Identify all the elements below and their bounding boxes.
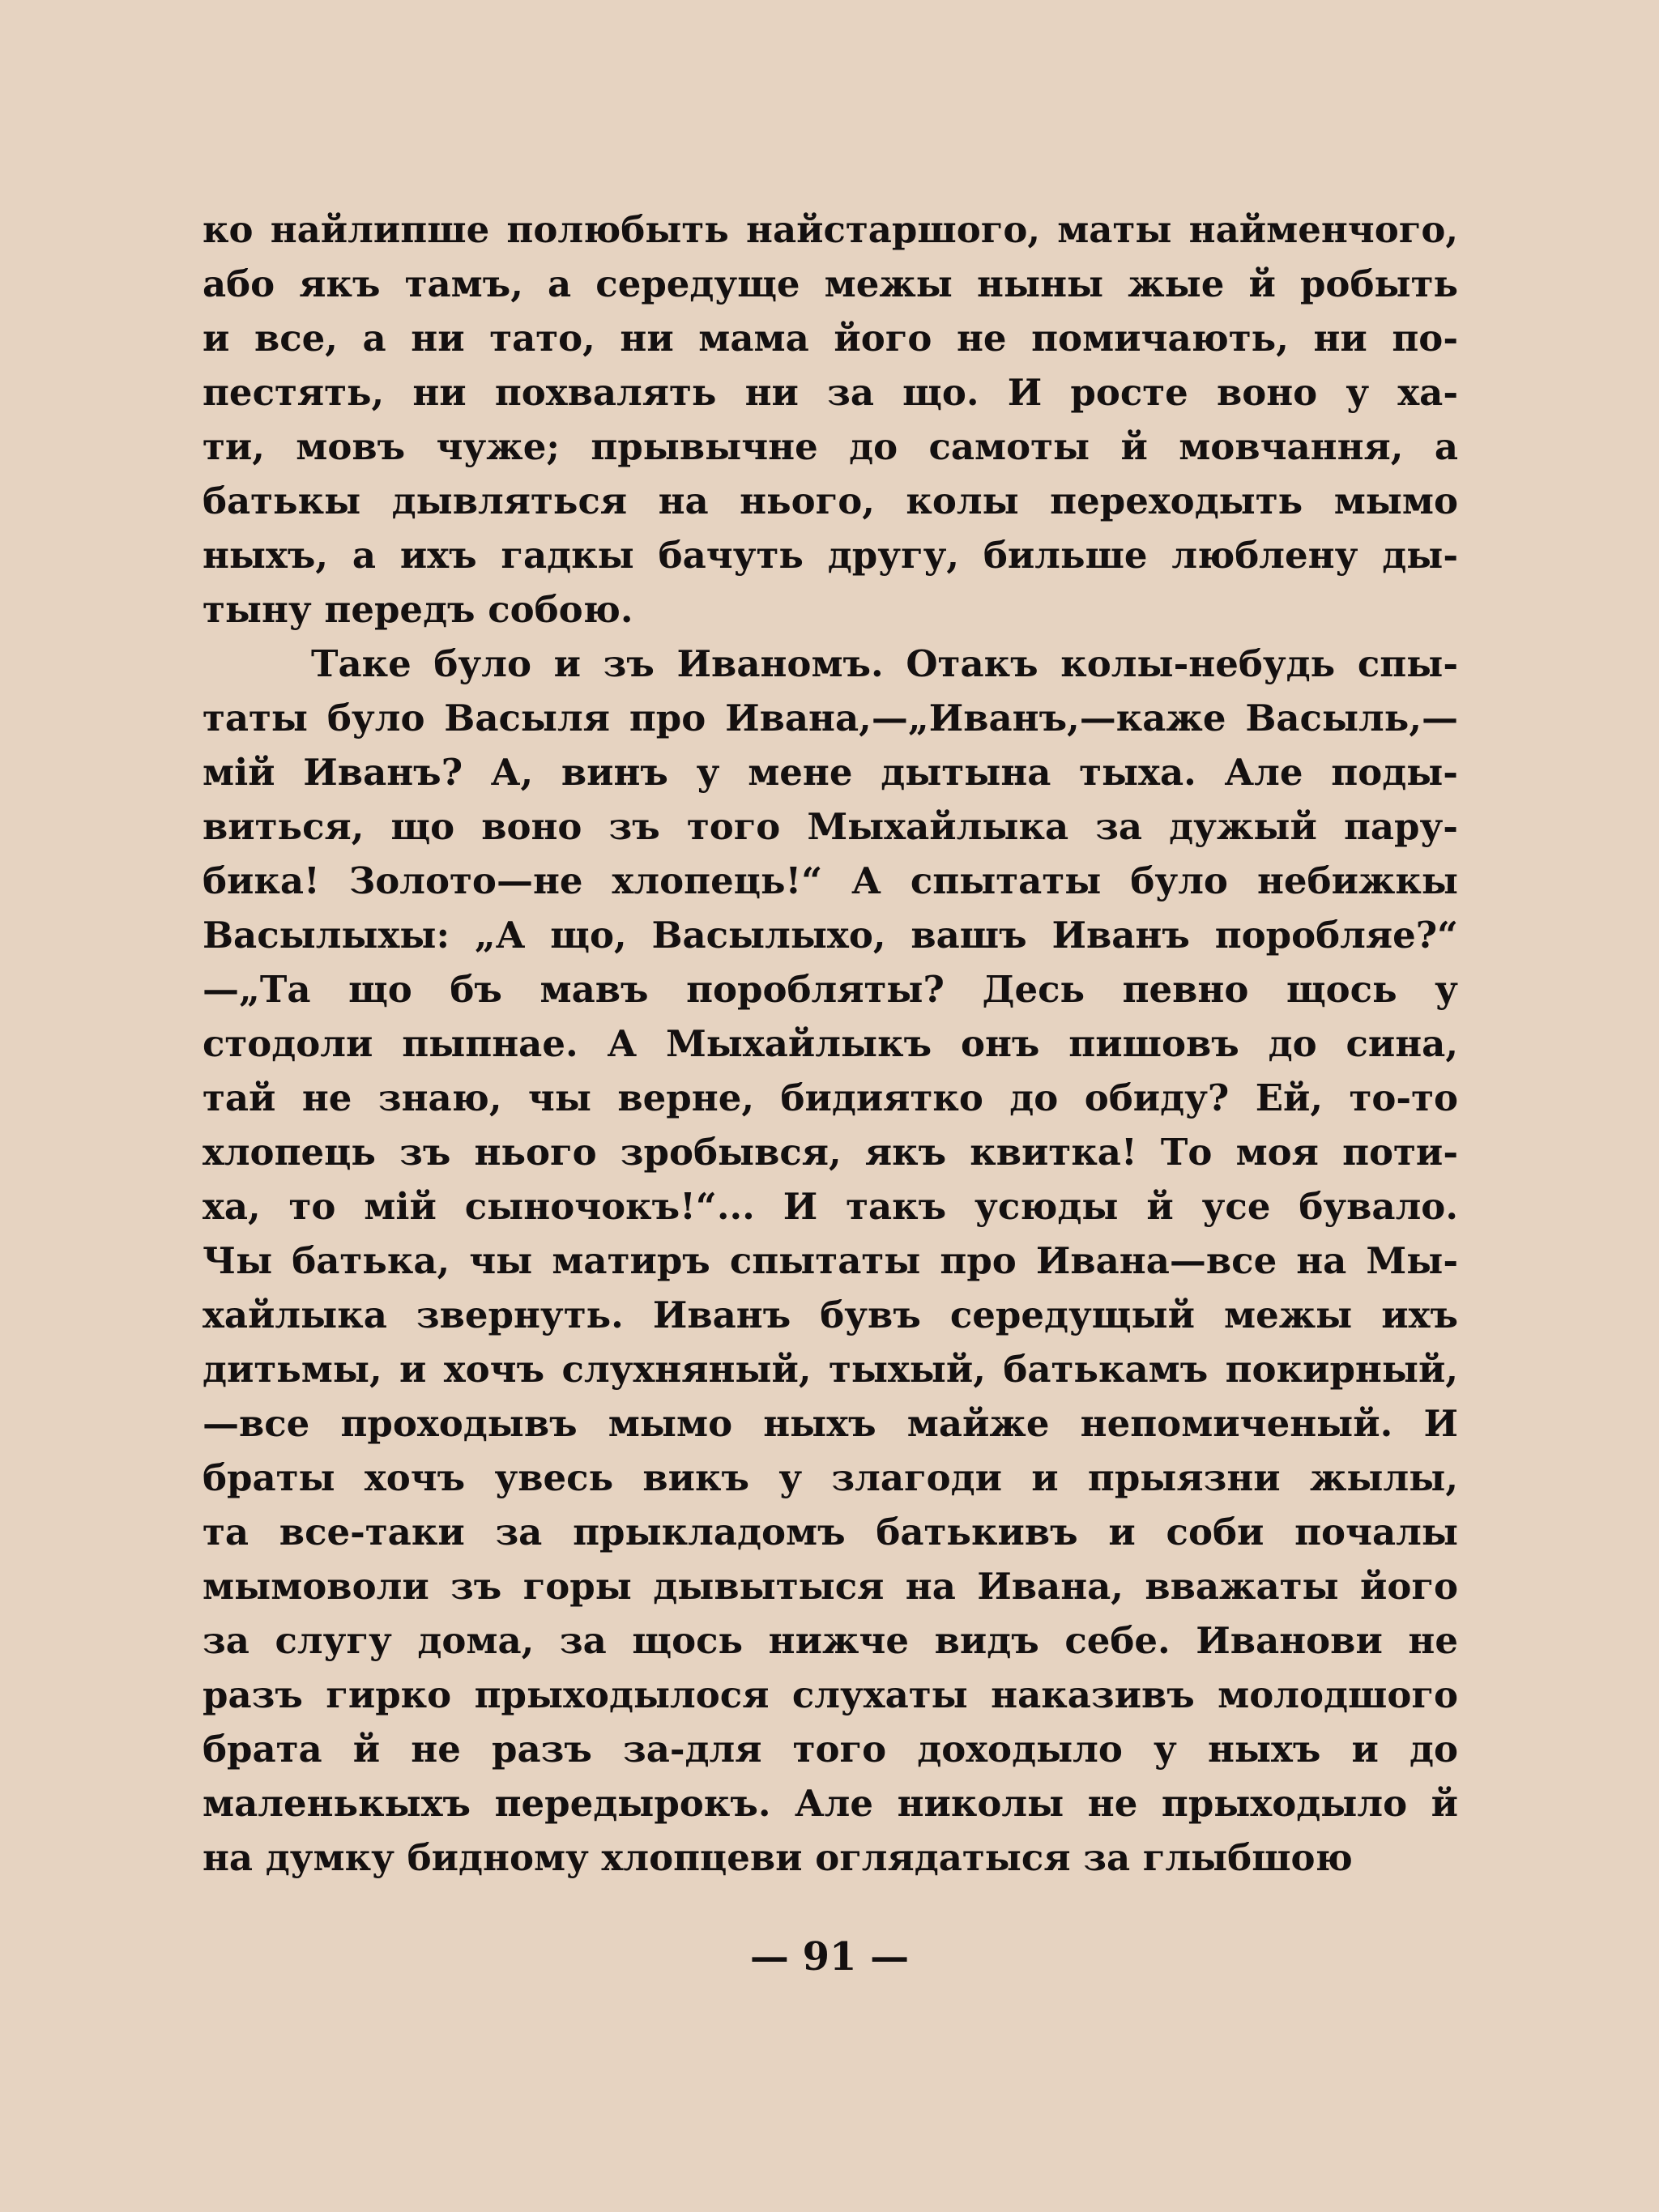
text-line: —„Та що бъ мавъ поробляты? Десь певно щось у [203, 968, 1458, 1011]
text-line: —все проходывъ мымо ныхъ майже непомиченый. И [203, 1402, 1458, 1445]
text-line: на думку бидному хлопцеви оглядатыся за глыбшою [203, 1836, 1353, 1879]
text-line: хайлыка звернуть. Иванъ бувъ середущый межы ихъ [203, 1294, 1458, 1336]
text-line: пестять, ни похвалять ни за що. И росте воно у ха- [203, 371, 1458, 414]
text-line: або якъ тамъ, а середуще межы ныны жые й робыть [203, 262, 1458, 305]
text-line: маленькыхъ передырокъ. Але николы не прыходыло й [203, 1782, 1458, 1825]
text-line: Васылыхы: „А що, Васылыхо, вашъ Иванъ поробляе?“ [203, 914, 1458, 957]
text-line: та все-таки за прыкладомъ батькивъ и соби почалы [203, 1511, 1458, 1554]
text-line: таты було Васыля про Ивана,—„Иванъ,—каже Васыль,— [203, 697, 1458, 739]
text-line: мій Иванъ? А, винъ у мене дытына тыха. Але поды- [203, 751, 1458, 794]
text-line: Таке було и зъ Иваномъ. Отакъ колы-небудь спы- [311, 642, 1458, 685]
text-line: браты хочъ увесь викъ у злагоди и прыязни жылы, [203, 1456, 1458, 1499]
text-line: батькы дывляться на нього, колы переходыть мымо [203, 479, 1458, 522]
text-line: мымоволи зъ горы дывытыся на Ивана, вважаты його [203, 1565, 1458, 1608]
text-line: ныхъ, а ихъ гадкы бачуть другу, бильше люблену ды- [203, 534, 1458, 577]
text-line: за слугу дома, за щось нижче видъ себе. Иванови не [203, 1619, 1458, 1662]
text-line: бика! Золото—не хлопець!“ А спытаты було небижкы [203, 859, 1458, 902]
text-line: тай не знаю, чы верне, бидиятко до обиду? Ей, то-то [203, 1076, 1458, 1119]
text-line: ха, то мій сыночокъ!“... И такъ усюды й усе бувало. [203, 1185, 1458, 1228]
page-number: — 91 — [749, 1934, 910, 1980]
text-line: разъ гирко прыходылося слухаты наказивъ молодшого [203, 1673, 1458, 1716]
text-line: виться, що воно зъ того Мыхайлыка за дужый пару- [203, 805, 1458, 848]
text-line: и все, а ни тато, ни мама його не помичають, ни по- [203, 317, 1458, 360]
text-line: стодоли пыпнае. А Мыхайлыкъ онъ пишовъ до сина, [203, 1022, 1458, 1065]
text-line: хлопець зъ нього зробывся, якъ квитка! То моя поти- [203, 1131, 1458, 1174]
text-line: тыну передъ собою. [203, 588, 633, 631]
text-line: Чы батька, чы матиръ спытаты про Ивана—все на Мы- [203, 1239, 1458, 1282]
page-text [203, 202, 1458, 1885]
text-line: брата й не разъ за-для того доходыло у ныхъ и до [203, 1728, 1458, 1771]
text-line: ко найлипше полюбыть найстаршого, маты найменчого, [203, 208, 1458, 251]
text-line: ти, мовъ чуже; прывычне до самоты й мовчання, а [203, 425, 1458, 468]
text-line: дитьмы, и хочъ слухняный, тыхый, батькамъ покирный, [203, 1348, 1458, 1391]
